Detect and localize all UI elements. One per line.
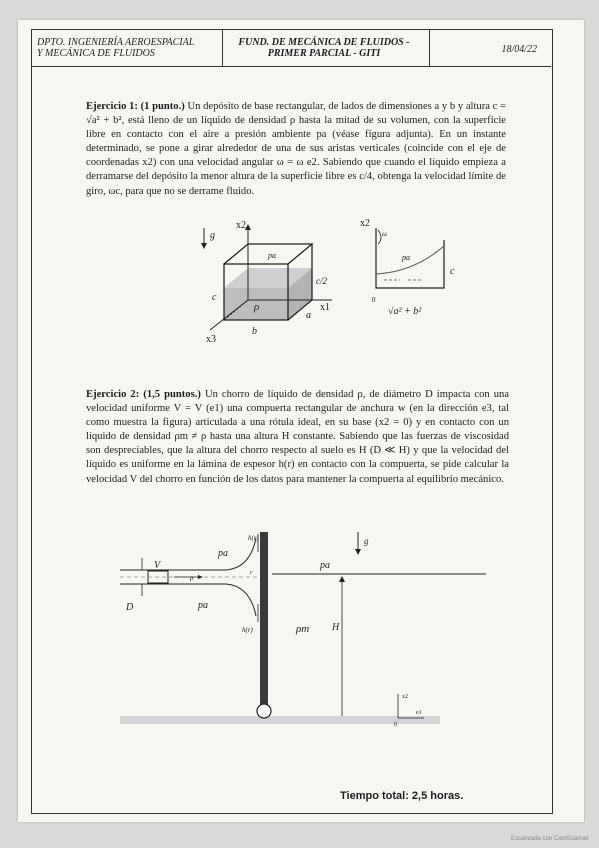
axis-x2-label: x2 [236,220,246,231]
origin-label: 0 [372,296,376,304]
gravity-label: g [210,230,215,241]
header-divider [222,29,223,66]
sheet-thickness-bottom-label: h(r) [242,626,253,634]
exercise-2-heading: Ejercicio 2: (1,5 puntos.) [86,389,201,400]
radius-label: r [250,570,253,576]
height-label: c [450,266,455,277]
jet-diameter-label: D [126,602,134,613]
sheet-thickness-top-label: h(r) [248,534,259,542]
jet-gate-figure [110,522,486,730]
ambient-pressure-label: pa [402,253,410,262]
diagonal-label: √a² + b² [388,306,422,317]
exercise-2-text [86,388,509,487]
liquid-height-label: H [332,622,340,633]
axis-x2-label: x2 [360,218,370,229]
density-label: ρ [254,301,260,313]
jet-density-label: ρ [190,574,194,582]
axis-x2-label: x2 [402,694,408,700]
axis-e1-label: e1 [416,710,422,716]
total-time: Tiempo total: 2,5 horas. [340,790,464,802]
rotating-surface-figure [356,216,476,326]
axis-x1-label: x1 [320,302,330,313]
exercise-2-statement: Un chorro de líquido de densidad ρ, de diámetro D impacta con una velocidad uniforme V = V (e1) una compuerta rectangular de anchura w (en la dirección e3, tal como muestra la figura) articulada a una rótula ideal, en su base (x2 = 0) y en contacto con un líquido de densidad ρm ≠ ρ hasta una altura H constante. Sabiendo que las fuerzas de viscosidad son despreciables, que la altura del chorro respecto al suelo es H (D ≪ H) y que la velocidad del líquido es uniforme en la lámina de espesor h(r) en contacto con la compuerta, se pide calcular la velocidad V del chorro en función de los datos para mantener la compuerta al equilibrio mecánico. [86,389,510,485]
liquid-density-label: ρm [296,623,310,635]
tank-figure [196,216,336,346]
exam-header [31,29,551,67]
origin-label: 0 [394,722,397,728]
half-height-label: c/2 [316,276,327,286]
gravity-label: g [364,536,369,546]
course-title-line-2: PRIMER PARCIAL - GITI [267,48,381,59]
ambient-pressure-lower-label: pa [198,600,208,611]
exam-date: 18/04/22 [501,44,537,55]
omega-label: ω [382,230,387,238]
height-label: c [212,292,217,303]
ambient-pressure-upper-label: pa [218,548,228,559]
department-line-1: DPTO. INGENIERÍA AEROESPACIAL [37,37,195,48]
axis-x3-label: x3 [206,334,216,345]
department [37,37,222,59]
exercise-1-text [86,100,506,199]
scanner-watermark: Escaneado con CamScanner [510,836,589,842]
ambient-pressure-right-label: pa [320,560,330,571]
side-b-label: b [252,326,257,337]
side-a-label: a [306,310,311,321]
exercise-1-heading: Ejercicio 1: (1 punto.) [86,101,185,112]
course-title [224,37,424,59]
exercise-1-statement: Un depósito de base rectangular, de lados de dimensiones a y b y altura c = √a² + b², está lleno de un líquido de densidad ρ hasta la mitad de su volumen, con la superficie libre en contacto con el aire a presión ambiente pa (véase figura adjunta). En un instante determinado, se pone a girar alrededor de una de sus aristas verticales (coincide con el eje de coordenadas x2) con una velocidad angular ω = ω e2. Sabiendo que cuando el líquido empieza a derramarse del depósito la menor altura de la superficie libre es c/4, obtenga la velocidad límite de giro, ωc, para que no se derrame fluido. [86,101,506,197]
header-divider [429,29,430,66]
jet-velocity-label: V [154,560,161,571]
ambient-pressure-label: pa [268,251,276,260]
course-title-line-1: FUND. DE MECÁNICA DE FLUIDOS - [238,37,410,48]
department-line-2: Y MECÁNICA DE FLUIDOS [37,48,155,59]
